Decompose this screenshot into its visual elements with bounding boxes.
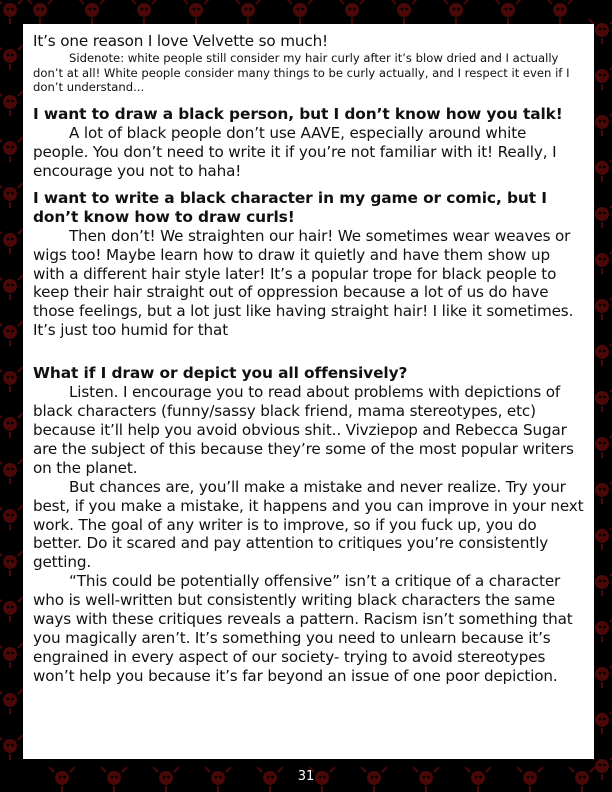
page-number: 31: [297, 769, 315, 784]
border-motif: [443, 0, 469, 24]
border-motif: [0, 0, 23, 24]
border-motif: [495, 0, 521, 24]
border-motif: [339, 0, 365, 24]
border-motif: [0, 597, 23, 622]
border-motif: [0, 321, 23, 346]
section-heading-offensive: What if I draw or depict you all offensively?: [33, 364, 408, 383]
border-motif: [27, 0, 53, 24]
border-motif: [0, 229, 23, 254]
border-motif: [0, 367, 23, 392]
border-motif: [183, 0, 209, 24]
border-motif: [0, 45, 23, 70]
section-paragraph: Then don’t! We straighten our hair! We sometimes wear weaves or wigs too! Maybe learn how to draw it quietly and have them show up with a different hair style later! It’s a popular trope for black people to keep their hair straight out of oppression because a lot of us do have those feelings, but a lot just like having straight hair! I like it sometimes. It’s just too humid for that: [33, 226, 574, 340]
border-motif: [0, 459, 23, 484]
border-motif: [0, 137, 23, 162]
border-motif: [547, 0, 573, 24]
border-motif: [0, 91, 23, 116]
section-heading-curls: I want to write a black character in my game or comic, but I don’t know how to draw curls!: [33, 188, 547, 226]
intro-line: It’s one reason I love Velvette so much!: [33, 32, 328, 50]
border-motif: [0, 505, 23, 530]
section-paragraph: Listen. I encourage you to read about problems with depictions of black characters (funny/sassy black friend, mama stereotypes, etc) because it’ll help you avoid obvious shit.. Vivziepop and Rebecca Sugar are the subject of this because they’re some of the most popular writers on the planet.: [33, 383, 574, 477]
page-body: [23, 24, 594, 759]
border-motif: [0, 275, 23, 300]
border-motif: [0, 183, 23, 208]
border-motif: [0, 643, 23, 668]
border-motif: [235, 0, 261, 24]
border-motif: [131, 0, 157, 24]
section-paragraph: “This could be potentially offensive” isn’t a critique of a character who is well-written but consistently writing black characters the same ways with these critiques reveals a pattern. Racism isn’t something that you magically aren’t. It’s something you need to unlearn because it’s engrained in every aspect of our society- trying to avoid stereotypes won’t help you because it’s far beyond an issue of one poor depiction.: [33, 572, 573, 685]
border-motif: [391, 0, 417, 24]
border-motif: [0, 413, 23, 438]
border-motif: [0, 735, 23, 760]
section-paragraph: But chances are, you’ll make a mistake and never realize. Try your best, if you make a mistake, it happens and you can improve in your next work. The goal of any writer is to improve, so if you fuck up, you do better. Do it scared and pay attention to critiques you’re consistently getting.: [33, 477, 584, 572]
border-motif: [79, 0, 105, 24]
section-paragraph: A lot of black people don’t use AAVE, especially around white people. You don’t need to write it if you’re not familiar with it! Really, I encourage you not to haha!: [33, 124, 557, 180]
section-heading-talk: I want to draw a black person, but I don’t know how you talk!: [33, 105, 563, 124]
border-motif: [0, 551, 23, 576]
sidenote: Sidenote: white people still consider my hair curly after it’s blow dried and I actually don’t at all! White people consider many things to be curly actually, and I respect it even if I don’t understand...: [33, 50, 570, 95]
border-motif: [287, 0, 313, 24]
border-motif: [0, 689, 23, 714]
